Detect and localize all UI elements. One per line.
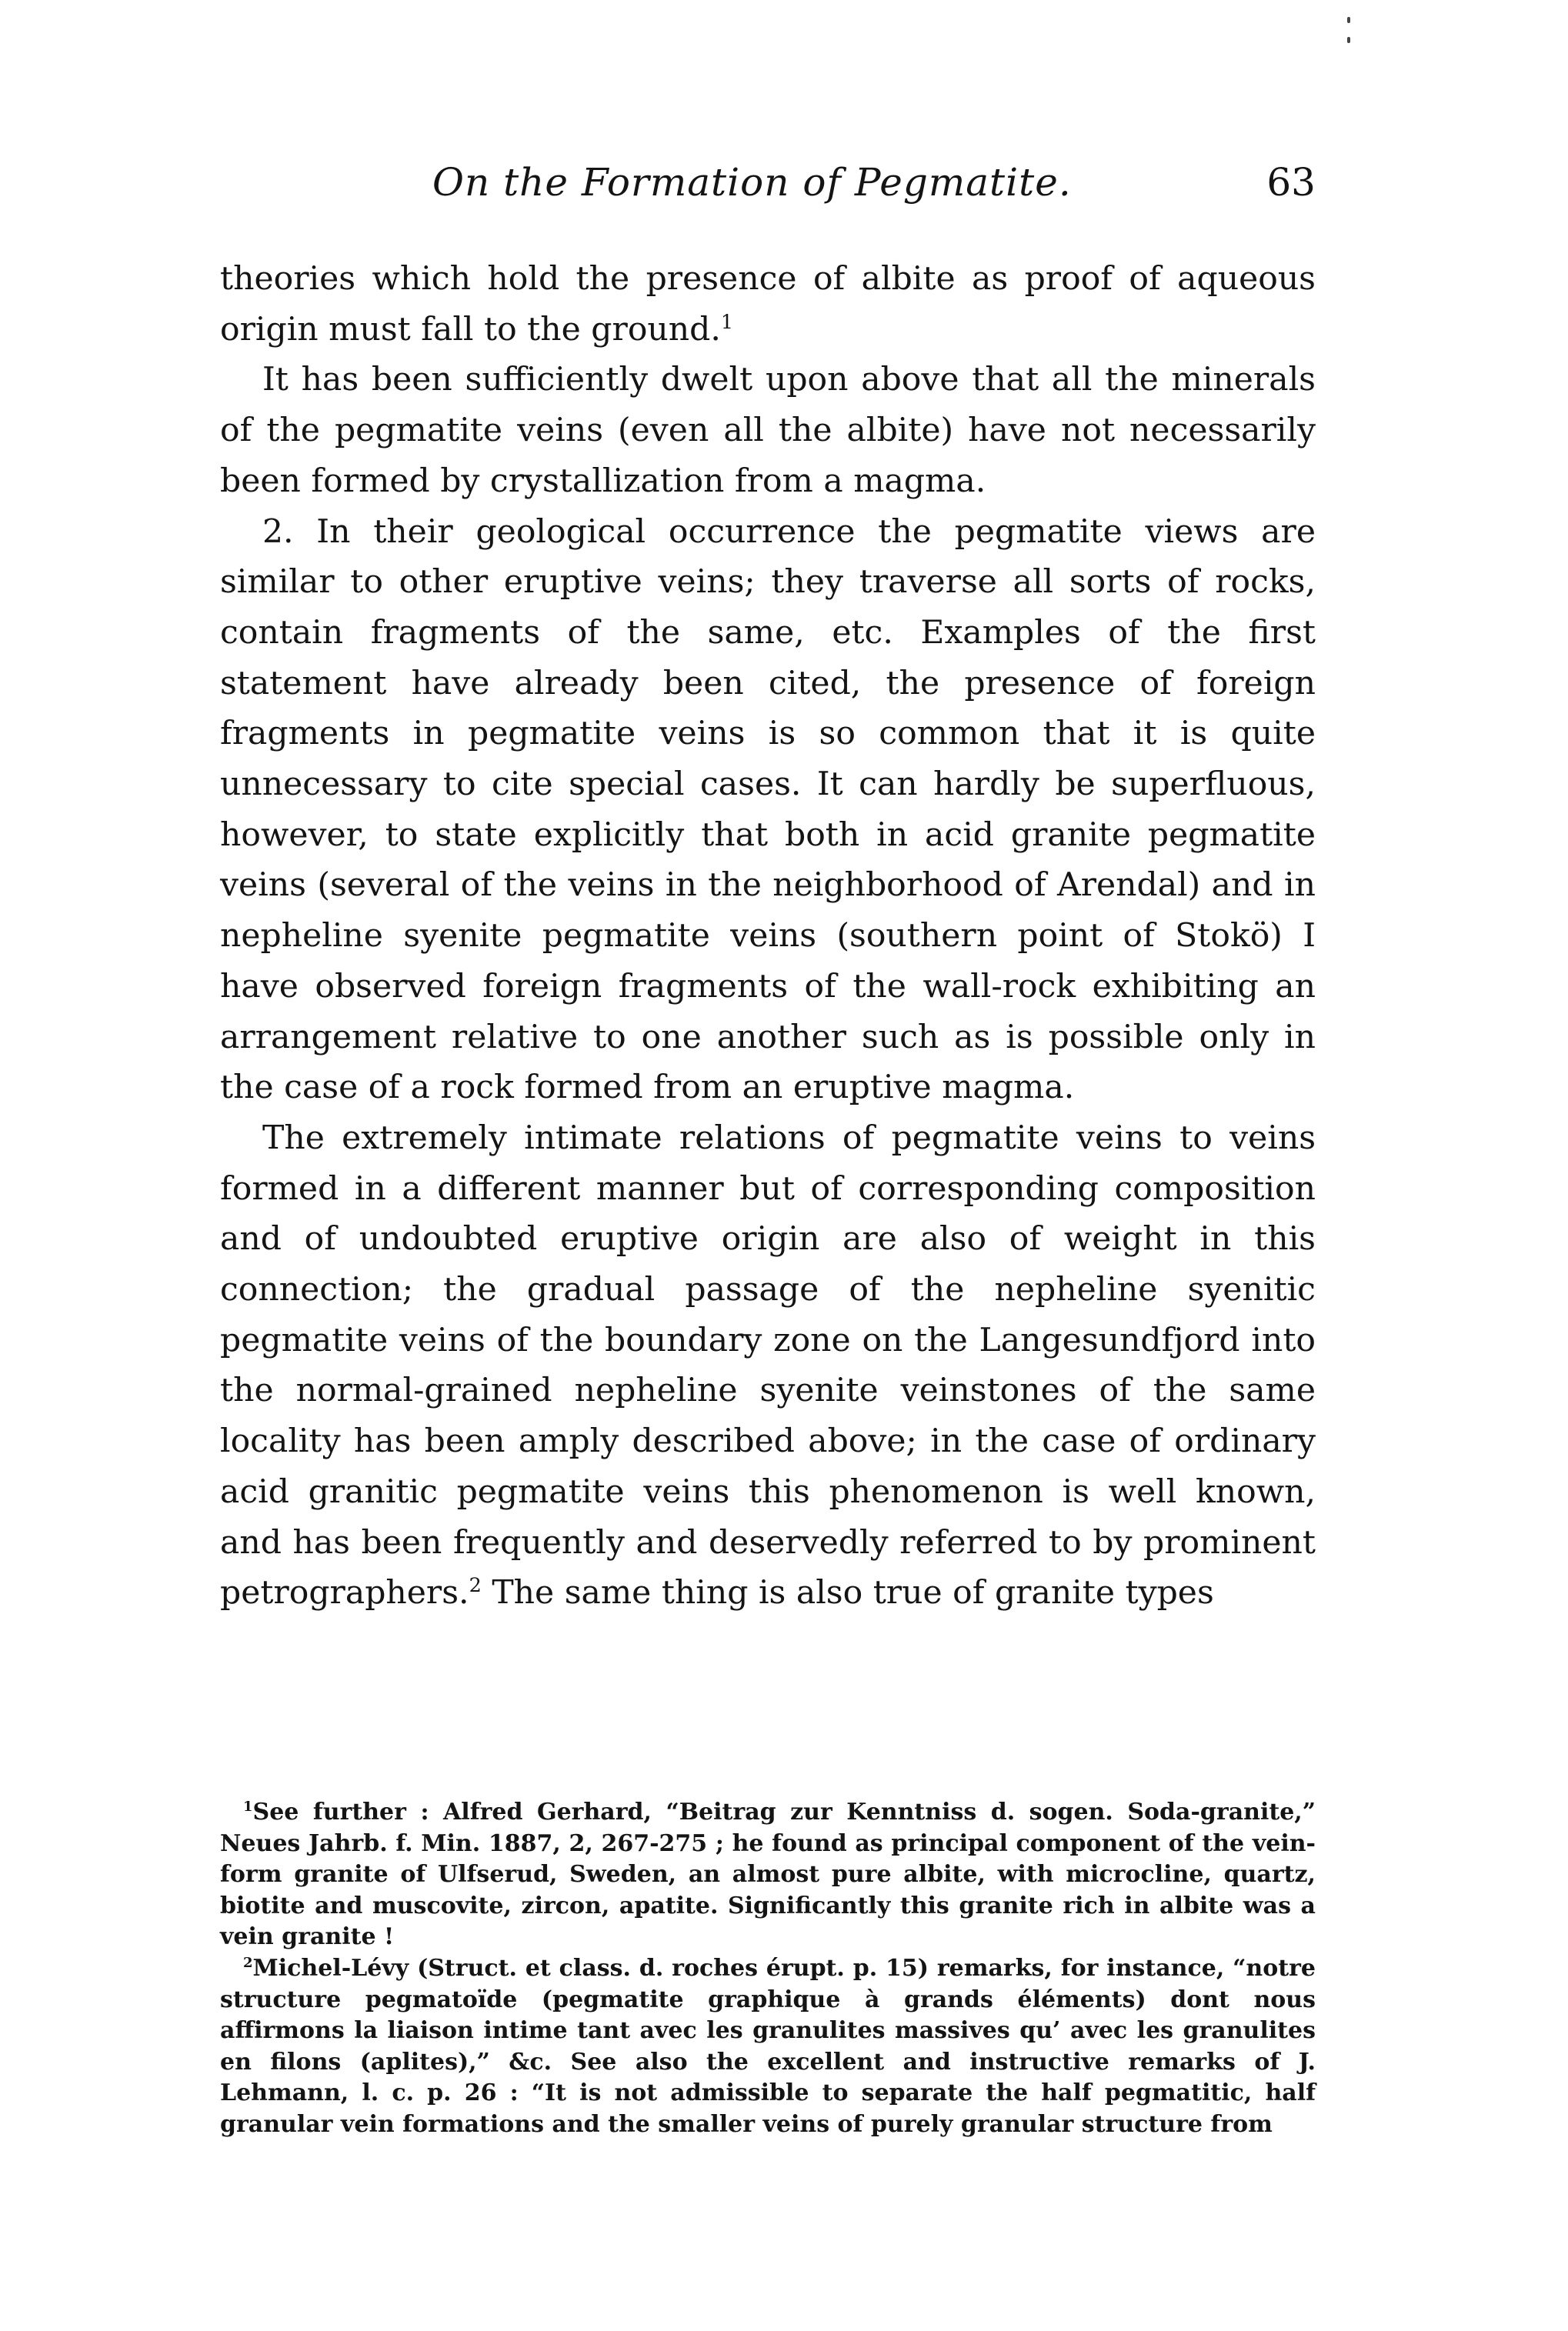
footnote-2-text: Michel-Lévy (Struct. et class. d. roches érupt. p. 15) remarks, for instance, “notre structure pegmatoïde (pegmatite graphique à grands éléments) dont nous affirmons la liaison intime tant avec les granulites massives qu’ avec les granulites en filons (aplites),” &c. See also the excellent and instructive remarks of J. Lehmann, l. c. p. 26 : “It is not admissible to separate the half pegmatitic, half granular vein formations and the smaller veins of purely granular structure from xyxy=(220,1954,1316,2138)
paragraph-4-text-a: The extremely intimate relations of pegmatite veins to veins formed in a different manner but of corresponding composition and of undoubted eruptive origin are also of weight in this connection; the gradual passage of the nepheline syenitic pegmatite veins of the boundary zone on the Langesundfjord into the normal-grained nepheline syenite veinstones of the same locality has been amply described above; in the case of ordinary acid granitic pegmatite veins this phenomenon is well known, and has been frequently and deservedly referred to by prominent petrographers. xyxy=(220,1119,1316,1612)
paragraph-3: 2. In their geological occurrence the pegmatite views are similar to other eruptive veins; they traverse all sorts of rocks, contain fragments of the same, etc. Examples of the first statement have already been cited, the presence of foreign fragments in pegmatite veins is so common that it is quite unnecessary to cite special cases. It can hardly be superfluous, however, to state explicitly that both in acid granite pegmatite veins (several of the veins in the neighborhood of Arendal) and in nepheline syenite pegmatite veins (southern point of Stokö) I have observed foreign fragments of the wall-rock exhibiting an arrangement relative to one another such as is possible only in the case of a rock formed from an eruptive magma. xyxy=(220,512,1316,1107)
running-title: On the Formation of Pegmatite. xyxy=(432,160,1072,205)
body-text xyxy=(220,254,1316,1619)
page-header xyxy=(415,160,1316,222)
paragraph-4-text-b: The same thing is also true of granite types xyxy=(492,1574,1214,1612)
footnote-ref-2: 2 xyxy=(469,1574,482,1598)
paragraph-1 xyxy=(220,254,1316,355)
footnote-1 xyxy=(220,1797,1316,1953)
paragraph-2: It has been sufficiently dwelt upon above that all the minerals of the pegmatite veins (even all the albite) have not necessarily been formed by crystallization from a magma. xyxy=(220,361,1316,500)
footnote-2 xyxy=(220,1953,1316,2141)
page-number: 63 xyxy=(1266,160,1316,205)
paragraph-4 xyxy=(220,1113,1316,1619)
footnote-ref-1: 1 xyxy=(720,310,734,334)
footnote-1-text: See further : Alfred Gerhard, “Beitrag zur Kenntniss d. sogen. Soda-granite,” Neues Jahrb. f. Min. 1887, 2, 267-275 ; he found as principal component of the vein-form granite of Ulfserud, Sweden, an almost pure albite, with microcline, quartz, biotite and muscovite, zircon, apatite. Significantly this granite rich in albite was a vein granite ! xyxy=(220,1799,1316,1951)
scan-mark xyxy=(1345,17,1353,43)
footnotes xyxy=(220,1797,1316,2141)
footnote-2-mark: 2 xyxy=(243,1954,253,1971)
paragraph-1-text: theories which hold the presence of albite as proof of aqueous origin must fall to the ground. xyxy=(220,260,1316,348)
footnote-1-mark: 1 xyxy=(243,1799,253,1815)
